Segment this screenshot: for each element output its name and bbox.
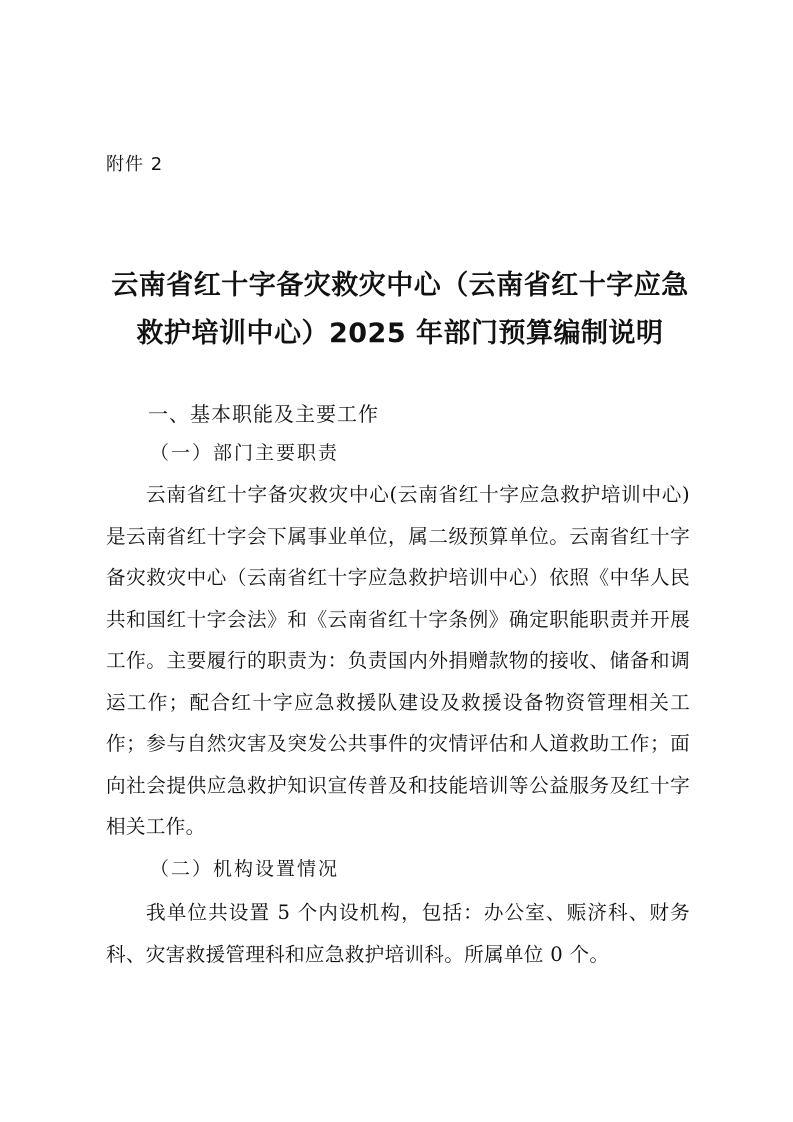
main-duties-paragraph: 云南省红十字备灾救灾中心(云南省红十字应急救护培训中心)是云南省红十字会下属事业单位，属二级预算单位。云南省红十字备灾救灾中心（云南省红十字应急救护培训中心）依照《中华人民共和国红十字会法》和《云南省红十字条例》确定职能职责并开展工作。主要履行的职责为：负责国内外捐赠款物的接收、储备和调运工作；配合红十字应急救援队建设及救援设备物资管理相关工作；参与自然灾害及突发公共事件的灾情评估和人道救助工作；面向社会提供应急救护知识宣传普及和技能培训等公益服务及红十字相关工作。 [106, 483, 690, 838]
organization-paragraph: 我单位共设置 5 个内设机构，包括：办公室、赈济科、财务科、灾害救援管理科和应急救护培训科。所属单位 0 个。 [106, 901, 690, 966]
subsection-heading-organization: （二）机构设置情况 [150, 858, 340, 880]
attachment-label: 附件 2 [106, 154, 164, 175]
document-title: 云南省红十字备灾救灾中心（云南省红十字应急救护培训中心）2025 年部门预算编制说明 [111, 270, 689, 349]
section-heading-basic-functions: 一、基本职能及主要工作 [148, 402, 379, 426]
subsection-heading-main-duties: （一）部门主要职责 [150, 442, 340, 464]
